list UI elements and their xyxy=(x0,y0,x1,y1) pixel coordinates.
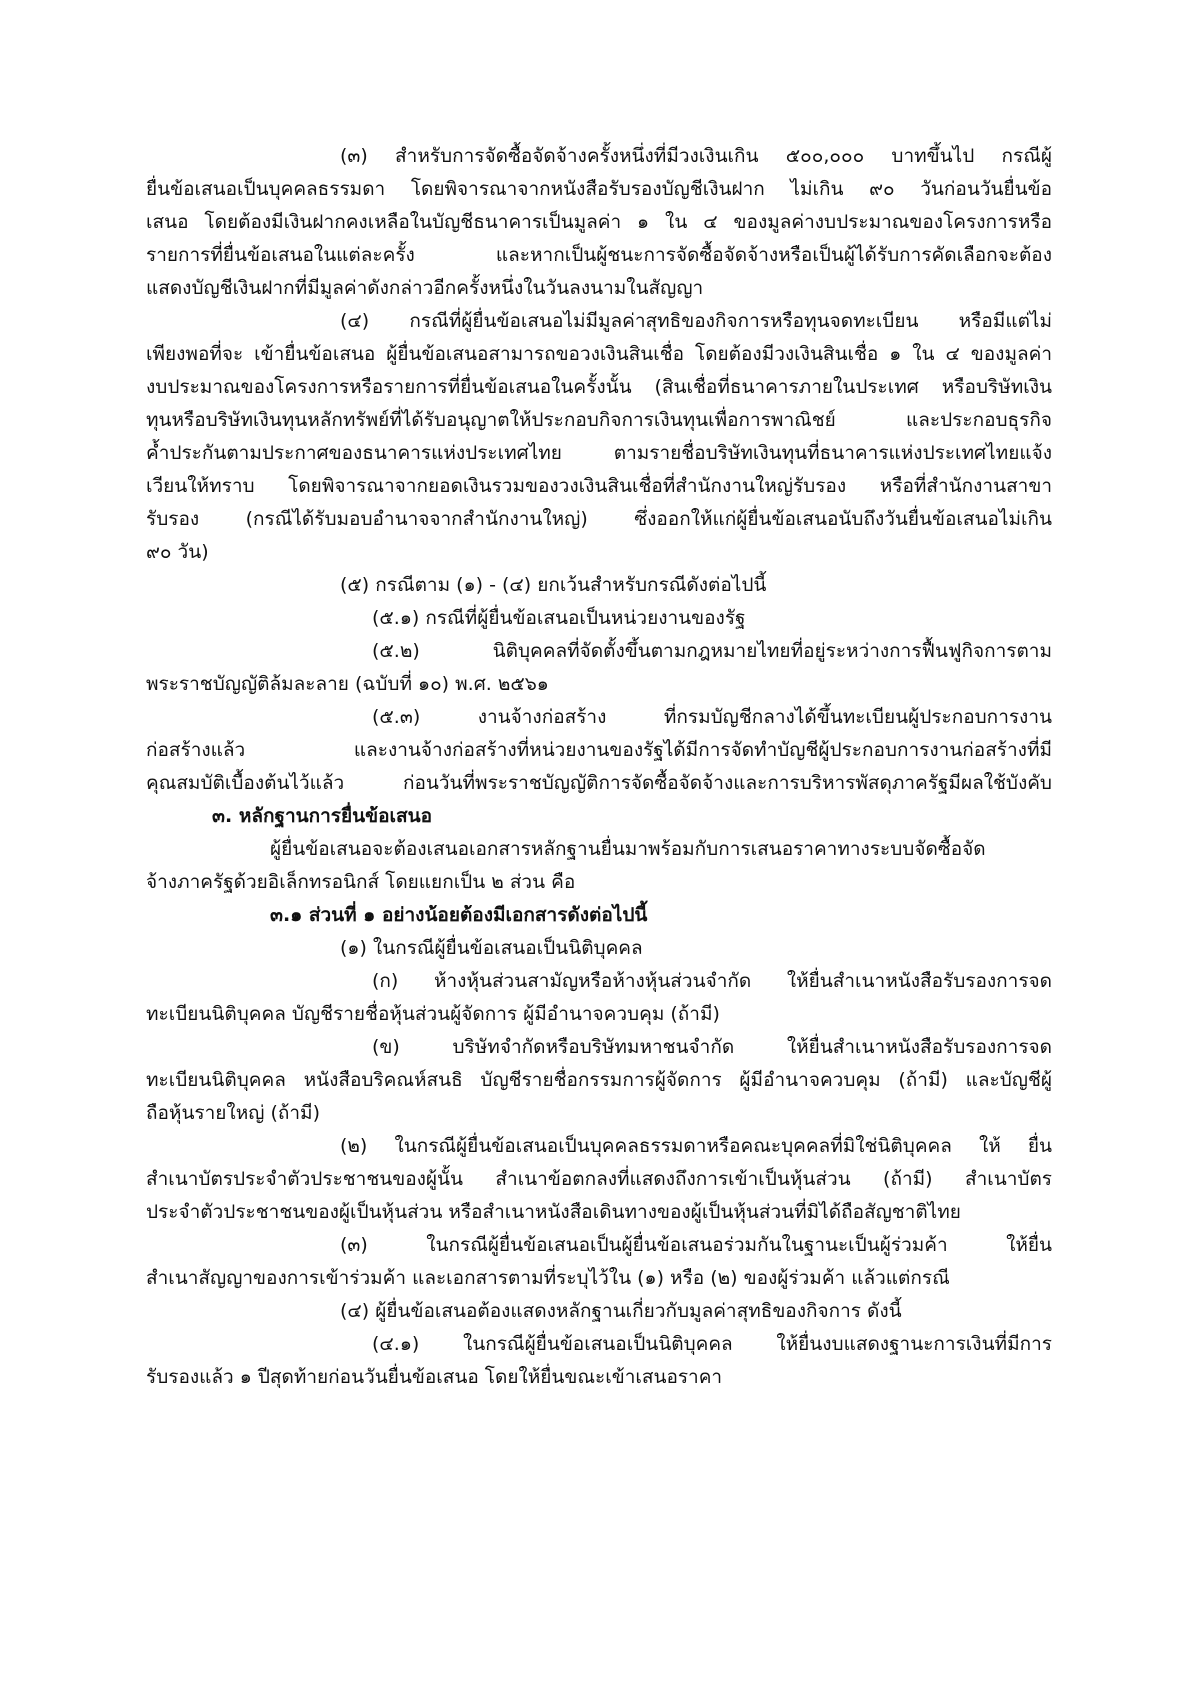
para-3-line-5: แสดงบัญชีเงินฝากที่มีมูลค่าดังกล่าวอีกครั้งหนึ่งในวันลงนามในสัญญา xyxy=(146,277,704,299)
para-5: (๕) กรณีตาม (๑) - (๔) ยกเว้นสำหรับกรณีดังต่อไปนี้ xyxy=(340,574,767,596)
item-3-line-2: สำเนาสัญญาของการเข้าร่วมค้า และเอกสารตามที่ระบุไว้ใน (๑) หรือ (๒) ของผู้ร่วมค้า แล้วแต่กรณี xyxy=(146,1267,950,1289)
item-2-line-3: ประจำตัวประชาชนของผู้เป็นหุ้นส่วน หรือสำเนาหนังสือเดินทางของผู้เป็นหุ้นส่วนที่มิได้ถือสัญชาติไทย xyxy=(146,1201,961,1223)
para-4-line-6: เวียนให้ทราบ โดยพิจารณาจากยอดเงินรวมของวงเงินสินเชื่อที่สำนักงานใหญ่รับรอง หรือที่สำนักงานสาขา xyxy=(146,475,1052,497)
para-4-line-4: ทุนหรือบริษัทเงินทุนหลักทรัพย์ที่ได้รับอนุญาตให้ประกอบกิจการเงินทุนเพื่อการพาณิชย์ และประกอบธุรกิจ xyxy=(146,409,1052,431)
section-3-1-heading: ๓.๑ ส่วนที่ ๑ อย่างน้อยต้องมีเอกสารดังต่อไปนี้ xyxy=(270,904,648,926)
para-5-1: (๕.๑) กรณีที่ผู้ยื่นข้อเสนอเป็นหน่วยงานของรัฐ xyxy=(372,607,746,629)
para-4-line-3: งบประมาณของโครงการหรือรายการที่ยื่นข้อเสนอในครั้งนั้น (สินเชื่อที่ธนาคารภายในประเทศ หรือบริษัทเงิน xyxy=(146,376,1052,398)
item-2-line-1: (๒) ในกรณีผู้ยื่นข้อเสนอเป็นบุคคลธรรมดาหรือคณะบุคคลที่มิใช่นิติบุคคล ให้ ยื่น xyxy=(340,1135,1052,1157)
para-3-line-3: เสนอ โดยต้องมีเงินฝากคงเหลือในบัญชีธนาคารเป็นมูลค่า ๑ ใน ๔ ของมูลค่างบประมาณของโครงการหรือ xyxy=(146,211,1052,233)
item-1-b-line-1: (ข) บริษัทจำกัดหรือบริษัทมหาชนจำกัด ให้ยื่นสำเนาหนังสือรับรองการจด xyxy=(372,1036,1052,1058)
para-3-line-1: (๓) สำหรับการจัดซื้อจัดจ้างครั้งหนึ่งที่มีวงเงินเกิน ๕๐๐,๐๐๐ บาทขึ้นไป กรณีผู้ xyxy=(340,145,1052,167)
item-4-1-line-1: (๔.๑) ในกรณีผู้ยื่นข้อเสนอเป็นนิติบุคคล ให้ยื่นงบแสดงฐานะการเงินที่มีการ xyxy=(372,1333,1052,1355)
para-4-line-2: เพียงพอที่จะ เข้ายื่นข้อเสนอ ผู้ยื่นข้อเสนอสามารถขอวงเงินสินเชื่อ โดยต้องมีวงเงินสินเชื่อ ๑ ใน ๔ ของมูลค่า xyxy=(146,343,1052,365)
item-1-b-line-3: ถือหุ้นรายใหญ่ (ถ้ามี) xyxy=(146,1102,320,1124)
para-5-2-line-2: พระราชบัญญัติล้มละลาย (ฉบับที่ ๑๐) พ.ศ. ๒๕๖๑ xyxy=(146,673,549,695)
section-3-intro-line-1: ผู้ยื่นข้อเสนอจะต้องเสนอเอกสารหลักฐานยื่นมาพร้อมกับการเสนอราคาทางระบบจัดซื้อจัด xyxy=(270,838,986,860)
section-3-heading: ๓. หลักฐานการยื่นข้อเสนอ xyxy=(212,805,433,827)
para-4-line-7: รับรอง (กรณีได้รับมอบอำนาจจากสำนักงานใหญ่) ซึ่งออกให้แก่ผู้ยื่นข้อเสนอนับถึงวันยื่นข้อเสนอไม่เกิน xyxy=(146,508,1052,530)
item-1-a-line-2: ทะเบียนนิติบุคคล บัญชีรายชื่อหุ้นส่วนผู้จัดการ ผู้มีอำนาจควบคุม (ถ้ามี) xyxy=(146,1003,720,1025)
para-3-line-4: รายการที่ยื่นข้อเสนอในแต่ละครั้ง และหากเป็นผู้ชนะการจัดซื้อจัดจ้างหรือเป็นผู้ได้รับการคัดเลือกจะต้อง xyxy=(146,244,1052,266)
item-1-a-line-1: (ก) ห้างหุ้นส่วนสามัญหรือห้างหุ้นส่วนจำกัด ให้ยื่นสำเนาหนังสือรับรองการจด xyxy=(372,970,1052,992)
item-1-b-line-2: ทะเบียนนิติบุคคล หนังสือบริคณห์สนธิ บัญชีรายชื่อกรรมการผู้จัดการ ผู้มีอำนาจควบคุม (ถ้ามี) และบัญชีผู้ xyxy=(146,1069,1052,1091)
section-3-intro-line-2: จ้างภาครัฐด้วยอิเล็กทรอนิกส์ โดยแยกเป็น ๒ ส่วน คือ xyxy=(146,871,576,893)
para-5-2-line-1: (๕.๒) นิติบุคคลที่จัดตั้งขึ้นตามกฎหมายไทยที่อยู่ระหว่างการฟื้นฟูกิจการตาม xyxy=(372,640,1052,662)
para-4-line-8: ๙๐ วัน) xyxy=(146,541,209,563)
item-3-line-1: (๓) ในกรณีผู้ยื่นข้อเสนอเป็นผู้ยื่นข้อเสนอร่วมกันในฐานะเป็นผู้ร่วมค้า ให้ยื่น xyxy=(340,1234,1052,1256)
para-5-3-line-3: คุณสมบัติเบื้องต้นไว้แล้ว ก่อนวันที่พระราชบัญญัติการจัดซื้อจัดจ้างและการบริหารพัสดุภาครัฐมีผลใช้บังคับ xyxy=(146,772,1052,794)
para-4-line-1: (๔) กรณีที่ผู้ยื่นข้อเสนอไม่มีมูลค่าสุทธิของกิจการหรือทุนจดทะเบียน หรือมีแต่ไม่ xyxy=(340,310,1052,332)
para-5-3-line-1: (๕.๓) งานจ้างก่อสร้าง ที่กรมบัญชีกลางได้ขึ้นทะเบียนผู้ประกอบการงาน xyxy=(372,706,1052,728)
para-5-3-line-2: ก่อสร้างแล้ว และงานจ้างก่อสร้างที่หน่วยงานของรัฐได้มีการจัดทำบัญชีผู้ประกอบการงานก่อสร้างที่มี xyxy=(146,739,1052,761)
item-4-1-line-2: รับรองแล้ว ๑ ปีสุดท้ายก่อนวันยื่นข้อเสนอ โดยให้ยื่นขณะเข้าเสนอราคา xyxy=(146,1366,723,1388)
para-3-line-2: ยื่นข้อเสนอเป็นบุคคลธรรมดา โดยพิจารณาจากหนังสือรับรองบัญชีเงินฝาก ไม่เกิน ๙๐ วันก่อนวันยื่นข้อ xyxy=(146,178,1052,200)
para-4-line-5: ค้ำประกันตามประกาศของธนาคารแห่งประเทศไทย ตามรายชื่อบริษัทเงินทุนที่ธนาคารแห่งประเทศไทยแจ้ง xyxy=(146,442,1052,464)
item-2-line-2: สำเนาบัตรประจำตัวประชาชนของผู้นั้น สำเนาข้อตกลงที่แสดงถึงการเข้าเป็นหุ้นส่วน (ถ้ามี) สำเนาบัตร xyxy=(146,1168,1052,1190)
item-1: (๑) ในกรณีผู้ยื่นข้อเสนอเป็นนิติบุคคล xyxy=(340,937,643,959)
item-4: (๔) ผู้ยื่นข้อเสนอต้องแสดงหลักฐานเกี่ยวกับมูลค่าสุทธิของกิจการ ดังนี้ xyxy=(340,1300,902,1322)
